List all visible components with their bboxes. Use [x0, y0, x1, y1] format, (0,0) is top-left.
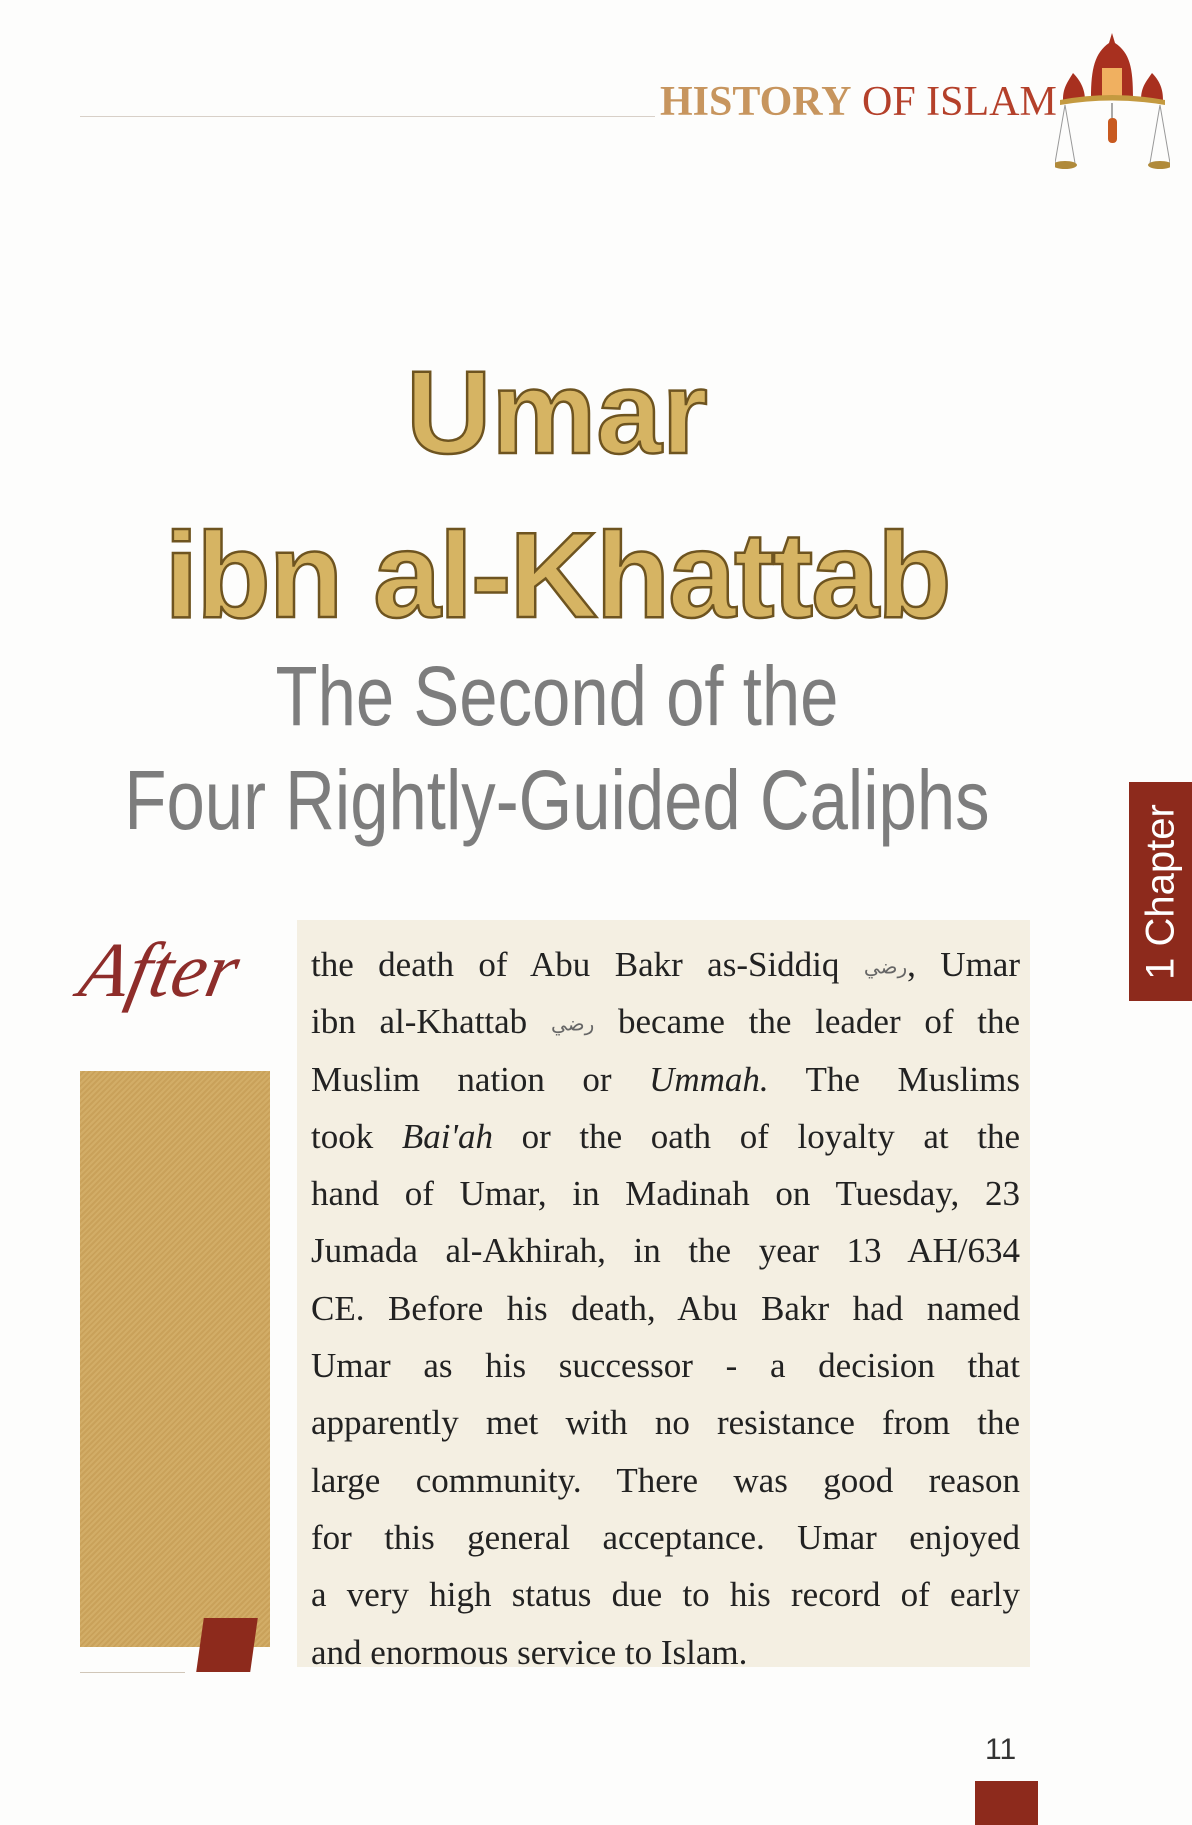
drop-word: After	[72, 926, 248, 1013]
body-line: the death of Abu Bakr as-Siddiq رضي, Umar	[311, 945, 1020, 984]
body-line: apparently met with no resistance from the	[311, 1403, 1020, 1443]
chapter-tab	[1129, 782, 1192, 1001]
running-header	[660, 78, 1057, 126]
header-word-of-islam: OF ISLAM	[861, 79, 1057, 125]
body-line: large community. There was good reason	[311, 1460, 1020, 1500]
decorative-red-block	[196, 1618, 258, 1672]
body-line: hand of Umar, in Madinah on Tuesday, 23	[311, 1174, 1020, 1214]
mosque-scales-logo-icon	[1055, 28, 1170, 180]
header-rule	[80, 116, 655, 117]
body-line: CE. Before his death, Abu Bakr had named	[311, 1288, 1020, 1328]
body-line: and enormous service to Islam.	[311, 1632, 748, 1672]
subtitle-line2: Four Rightly-Guided Caliphs	[124, 753, 990, 847]
chapter-title-line1: Umar	[406, 347, 708, 479]
body-line: Jumada al-Akhirah, in the year 13 AH/634	[311, 1231, 1020, 1271]
page-number: 11	[985, 1733, 1017, 1766]
header-word-history: HISTORY	[660, 79, 852, 125]
body-line: ibn al-Khattab رضي became the leader of the	[311, 1002, 1021, 1042]
honorific-icon: رضي	[550, 1013, 595, 1036]
page-number-tab	[975, 1781, 1038, 1825]
body-text	[311, 936, 1020, 1681]
body-line: took Bai'ah or the oath of loyalty at the	[311, 1116, 1020, 1156]
body-line: Umar as his successor - a decision that	[311, 1346, 1020, 1386]
body-line: Muslim nation or Ummah. The Muslims	[311, 1059, 1021, 1099]
honorific-icon: رضي	[863, 956, 908, 979]
subtitle-line1: The Second of the	[275, 649, 839, 743]
body-line: for this general acceptance. Umar enjoyed	[311, 1517, 1020, 1557]
body-line: a very high status due to his record of early	[311, 1575, 1020, 1615]
decorative-gold-panel	[80, 1071, 270, 1647]
chapter-title-line2: ibn al-Khattab	[164, 507, 950, 643]
chapter-tab-label: 1 Chapter	[1138, 803, 1182, 980]
decorative-rule	[80, 1672, 185, 1673]
